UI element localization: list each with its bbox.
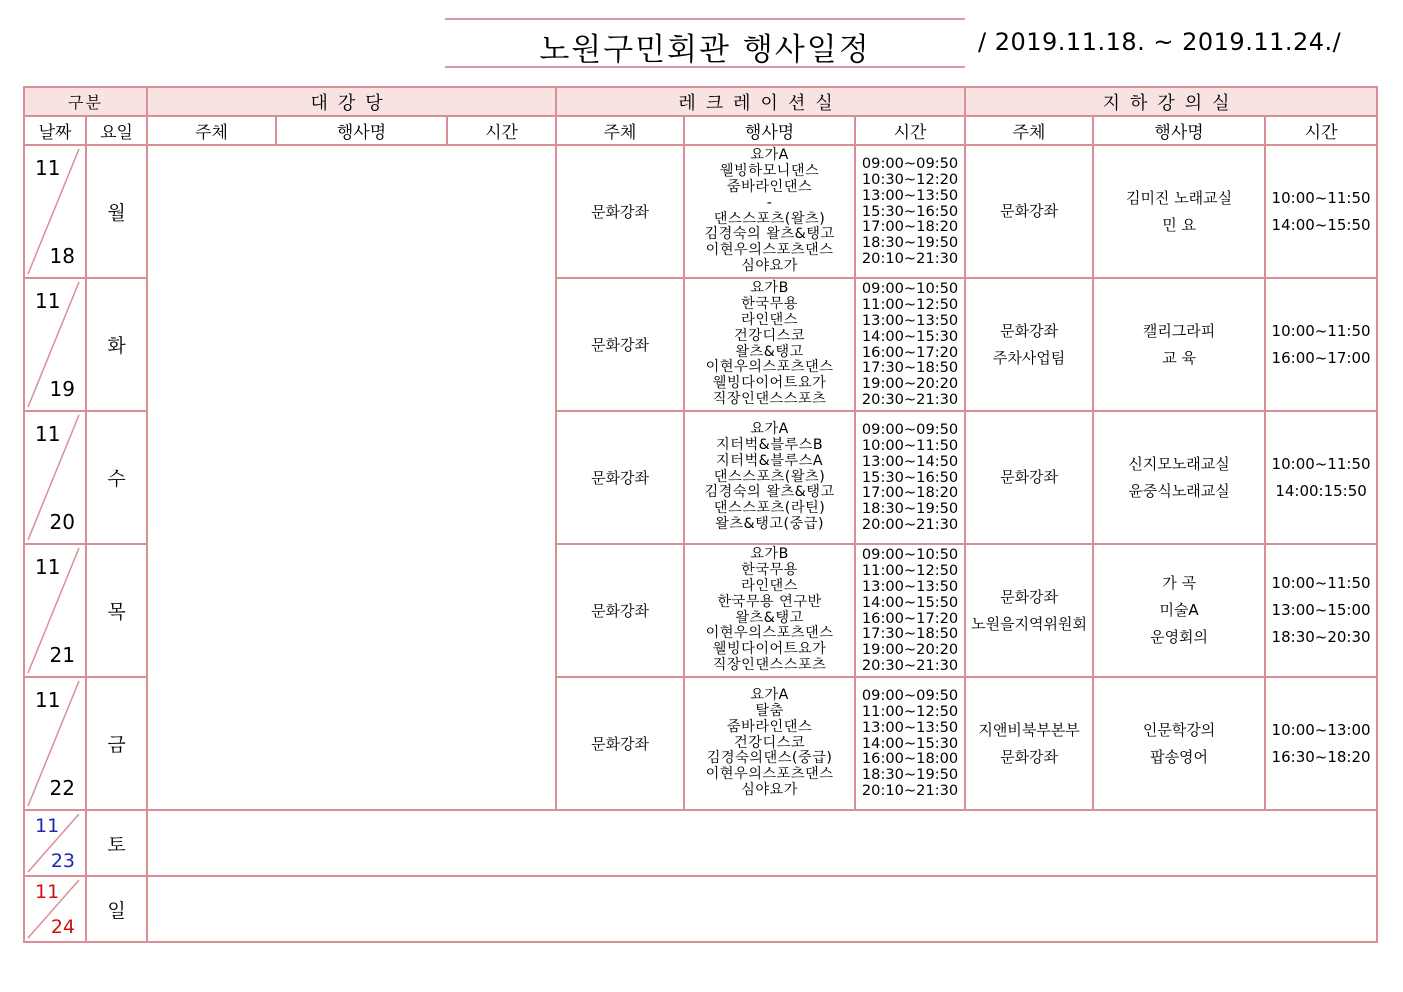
rec-events-line: 한국무용 <box>741 562 798 579</box>
basement-times-cell <box>1265 278 1377 411</box>
rec-events-line: 요가A <box>750 687 789 704</box>
header-main-hall: 대강당 <box>147 87 556 116</box>
rec-events-line: 웰빙하모니댄스 <box>719 163 820 180</box>
date-month: 11 <box>35 156 61 180</box>
rec-events-line: 요가A <box>750 421 789 438</box>
rec-times-line: 13:00~13:50 <box>861 186 959 204</box>
weekend-empty <box>147 876 1377 942</box>
basement-events-line: 가 곡 <box>1162 574 1196 592</box>
rec-times-line: 10:00~11:50 <box>861 437 959 454</box>
rec-times-line: 15:30~16:50 <box>861 202 959 220</box>
rec-events-line: 줌바라인댄스 <box>726 718 813 735</box>
date-day: 22 <box>49 776 75 800</box>
rec-events-line: 요가A <box>750 147 789 164</box>
rec-subject: 문화강좌 <box>556 278 684 411</box>
basement-subjects-cell <box>965 278 1093 411</box>
rec-events-line: 지터벅&블루스B <box>716 437 824 453</box>
header-basement-event: 행사명 <box>1093 116 1265 145</box>
rec-events-line: 웰빙다이어트요가 <box>712 375 827 392</box>
basement-times-cell <box>1265 544 1377 677</box>
rec-times-line: 18:30~19:50 <box>861 500 959 518</box>
rec-events-cell <box>684 145 855 278</box>
basement-times-line: 16:30~18:20 <box>1271 747 1371 766</box>
basement-events-line: 인문학강의 <box>1142 720 1216 739</box>
basement-subjects-line: 노원을지역위원회 <box>971 614 1088 633</box>
day-row <box>24 145 1377 278</box>
rec-events-line: 왈츠&탱고 <box>735 343 804 360</box>
page-title: 노원구민회관 행사일정 <box>539 32 871 68</box>
basement-events-line: 캘리그라피 <box>1142 321 1216 340</box>
basement-times-cell <box>1265 145 1377 278</box>
date-day: 20 <box>49 510 75 534</box>
date-month: 11 <box>35 815 60 837</box>
rec-events-line: 지터벅&블루스A <box>716 452 824 469</box>
rec-events-cell <box>684 544 855 677</box>
rec-subject: 문화강좌 <box>556 544 684 677</box>
rec-times-line: 20:00~21:30 <box>861 515 959 533</box>
rec-events-line: 직장인댄스스포츠 <box>712 390 827 407</box>
date-cell <box>24 544 86 677</box>
rec-events-cell <box>684 411 855 544</box>
basement-events-line: 신지모노래교실 <box>1128 454 1230 473</box>
rec-events-line: 이현우의스포츠댄스 <box>705 625 834 642</box>
basement-times-line: 18:30~20:30 <box>1271 628 1371 646</box>
rec-events-line: 라인댄스 <box>741 577 798 594</box>
rec-times-line: 19:00~20:20 <box>861 375 959 393</box>
rec-events-line: 한국무용 <box>741 296 798 313</box>
header-hall-time: 시간 <box>447 116 556 145</box>
rec-events-line: 웰빙다이어트요가 <box>712 641 827 658</box>
basement-subjects-cell <box>965 677 1093 810</box>
basement-subjects-line: 문화강좌 <box>1000 747 1059 766</box>
header-row-columns <box>24 116 1377 145</box>
header-date: 날짜 <box>24 116 86 145</box>
rec-events-line: 줌바라인댄스 <box>726 178 813 195</box>
rec-times-cell <box>855 677 965 810</box>
basement-subjects-cell <box>965 411 1093 544</box>
rec-events-line: 댄스스포츠(왈츠) <box>713 210 826 227</box>
basement-times-line: 10:00~11:50 <box>1271 188 1371 207</box>
header-rec-event: 행사명 <box>684 116 855 145</box>
day-of-week: 월 <box>86 145 147 278</box>
rec-events-line: 이현우의스포츠댄스 <box>705 242 834 259</box>
rec-subject: 문화강좌 <box>556 145 684 278</box>
rec-events-cell <box>684 278 855 411</box>
basement-subjects-line: 문화강좌 <box>1000 468 1059 486</box>
rec-times-line: 13:00~14:50 <box>861 452 959 470</box>
rec-events-line: 건강디스코 <box>734 327 806 344</box>
rec-times-cell <box>855 278 965 411</box>
basement-times-cell <box>1265 411 1377 544</box>
rec-times-line: 13:00~13:50 <box>861 311 959 329</box>
basement-times-cell <box>1265 677 1377 810</box>
rec-times-line: 15:30~16:50 <box>861 468 959 486</box>
basement-events-line: 민 요 <box>1162 215 1196 234</box>
rec-times-line: 20:10~21:30 <box>861 781 959 799</box>
date-cell <box>24 145 86 278</box>
day-of-week: 금 <box>86 677 147 810</box>
basement-subjects-line: 지앤비북부본부 <box>978 720 1080 739</box>
date-month: 11 <box>35 688 61 712</box>
rec-events-line: 김경숙의 왈츠&탱고 <box>704 484 835 501</box>
date-month: 11 <box>35 422 61 446</box>
day-of-week: 목 <box>86 544 147 677</box>
rec-times-line: 17:30~18:50 <box>861 625 959 643</box>
header-hall-subject: 주체 <box>147 116 276 145</box>
basement-subjects-line: 문화강좌 <box>1000 321 1059 340</box>
rec-times-line: 09:00~09:50 <box>861 155 959 173</box>
rec-times-cell <box>855 145 965 278</box>
date-day: 21 <box>49 643 75 667</box>
rec-times-line: 16:00~17:20 <box>861 609 959 627</box>
basement-events-cell <box>1093 411 1265 544</box>
date-cell <box>24 411 86 544</box>
rec-events-line: 이현우의스포츠댄스 <box>705 766 834 783</box>
rec-times-cell <box>855 411 965 544</box>
header-gubun: 구분 <box>24 87 147 116</box>
rec-times-cell <box>855 544 965 677</box>
basement-subjects-line: 문화강좌 <box>1000 202 1059 220</box>
rec-events-line: 왈츠&탱고(중급) <box>715 515 824 532</box>
date-day: 23 <box>50 850 75 872</box>
rec-events-line: 이현우의스포츠댄스 <box>705 359 834 376</box>
basement-times-line: 10:00~11:50 <box>1271 574 1371 592</box>
rec-times-line: 11:00~12:50 <box>861 703 959 720</box>
rec-events-line: - <box>766 194 773 211</box>
day-of-week: 일 <box>86 876 147 942</box>
basement-subjects-cell <box>965 544 1093 677</box>
rec-events-line: 김경숙의댄스(중급) <box>706 750 833 767</box>
rec-events-line: 건강디스코 <box>734 734 806 751</box>
date-cell <box>24 677 86 810</box>
title-box <box>445 18 965 68</box>
rec-times-line: 09:00~09:50 <box>861 421 959 439</box>
rec-events-line: 왈츠&탱고 <box>735 609 804 626</box>
rec-times-line: 11:00~12:50 <box>861 296 959 314</box>
rec-times-line: 19:00~20:20 <box>861 641 959 659</box>
basement-times-line: 13:00~15:00 <box>1271 601 1371 619</box>
rec-events-cell <box>684 677 855 810</box>
basement-events-cell <box>1093 544 1265 677</box>
basement-times-line: 10:00~13:00 <box>1271 720 1371 739</box>
header-row-sections <box>24 87 1377 116</box>
rec-times-line: 14:00~15:50 <box>861 593 959 611</box>
basement-events-line: 미술A <box>1159 601 1199 619</box>
basement-events-line: 팝송영어 <box>1150 747 1209 766</box>
rec-times-line: 18:30~19:50 <box>861 234 959 252</box>
basement-events-cell <box>1093 278 1265 411</box>
date-cell <box>24 876 86 942</box>
rec-times-line: 11:00~12:50 <box>861 562 959 580</box>
rec-times-line: 20:10~21:30 <box>861 249 959 267</box>
rec-times-line: 14:00~15:30 <box>861 734 959 752</box>
day-of-week: 토 <box>86 810 147 876</box>
rec-events-line: 요가B <box>750 280 789 297</box>
rec-times-line: 17:30~18:50 <box>861 359 959 377</box>
date-month: 11 <box>35 289 61 313</box>
rec-subject: 문화강좌 <box>556 677 684 810</box>
rec-times-line: 20:30~21:30 <box>861 390 959 408</box>
weekend-empty <box>147 810 1377 876</box>
rec-times-line: 09:00~09:50 <box>861 687 959 705</box>
rec-times-line: 09:00~10:50 <box>861 280 959 298</box>
rec-times-line: 13:00~13:50 <box>861 718 959 736</box>
date-day: 18 <box>49 244 75 268</box>
rec-times-line: 16:00~17:20 <box>861 343 959 361</box>
weekend-row <box>24 876 1377 942</box>
basement-events-cell <box>1093 145 1265 278</box>
basement-subjects-cell <box>965 145 1093 278</box>
main-hall-empty <box>147 145 556 810</box>
basement-times-line: 14:00:15:50 <box>1275 481 1367 500</box>
rec-events-line: 요가B <box>750 546 789 563</box>
date-cell <box>24 278 86 411</box>
rec-events-line: 김경숙의 왈츠&탱고 <box>704 226 835 243</box>
day-of-week: 수 <box>86 411 147 544</box>
rec-events-line: 직장인댄스스포츠 <box>712 656 827 673</box>
header-rec-subject: 주체 <box>556 116 684 145</box>
rec-times-line: 10:30~12:20 <box>861 171 959 188</box>
date-month: 11 <box>35 881 60 903</box>
basement-subjects-line: 주차사업팀 <box>992 348 1066 367</box>
rec-times-line: 14:00~15:30 <box>861 327 959 345</box>
weekend-row <box>24 810 1377 876</box>
rec-times-line: 20:30~21:30 <box>861 656 959 674</box>
schedule-table <box>23 86 1378 943</box>
rec-times-line: 13:00~13:50 <box>861 577 959 595</box>
rec-times-line: 18:30~19:50 <box>861 766 959 784</box>
header-basement-lecture-room: 지하강의실 <box>965 87 1377 116</box>
rec-times-line: 16:00~18:00 <box>861 750 959 768</box>
rec-times-line: 17:00~18:20 <box>861 218 959 236</box>
rec-times-line: 17:00~18:20 <box>861 484 959 502</box>
rec-events-line: 라인댄스 <box>741 311 798 328</box>
date-day: 19 <box>49 377 75 401</box>
basement-events-line: 윤중식노래교실 <box>1128 481 1230 500</box>
basement-events-cell <box>1093 677 1265 810</box>
rec-events-line: 댄스스포츠(라틴) <box>713 500 826 517</box>
day-of-week: 화 <box>86 278 147 411</box>
header-hall-event: 행사명 <box>276 116 447 145</box>
rec-events-line: 댄스스포츠(왈츠) <box>713 468 826 485</box>
basement-subjects-line: 문화강좌 <box>1000 587 1059 606</box>
date-month: 11 <box>35 555 61 579</box>
rec-events-line: 심야요가 <box>741 781 798 798</box>
header-rec-time: 시간 <box>855 116 965 145</box>
basement-times-line: 10:00~11:50 <box>1271 321 1371 340</box>
header-dow: 요일 <box>86 116 147 145</box>
basement-events-line: 교 육 <box>1162 348 1196 367</box>
basement-times-line: 14:00~15:50 <box>1271 215 1371 234</box>
rec-events-line: 심야요가 <box>741 257 798 274</box>
basement-times-line: 10:00~11:50 <box>1271 454 1371 473</box>
rec-times-line: 09:00~10:50 <box>861 546 959 564</box>
basement-times-line: 16:00~17:00 <box>1271 348 1371 367</box>
rec-events-line: 한국무용 연구반 <box>717 593 822 610</box>
rec-subject: 문화강좌 <box>556 411 684 544</box>
basement-events-line: 운영회의 <box>1150 628 1209 646</box>
period-range: / 2019.11.18. ~ 2019.11.24./ <box>978 28 1342 56</box>
header-basement-time: 시간 <box>1265 116 1377 145</box>
date-day: 24 <box>50 916 75 938</box>
header-basement-subject: 주체 <box>965 116 1093 145</box>
rec-events-line: 탈춤 <box>755 703 784 719</box>
header-recreation-room: 레크레이션실 <box>556 87 965 116</box>
date-cell <box>24 810 86 876</box>
basement-events-line: 김미진 노래교실 <box>1125 188 1233 207</box>
